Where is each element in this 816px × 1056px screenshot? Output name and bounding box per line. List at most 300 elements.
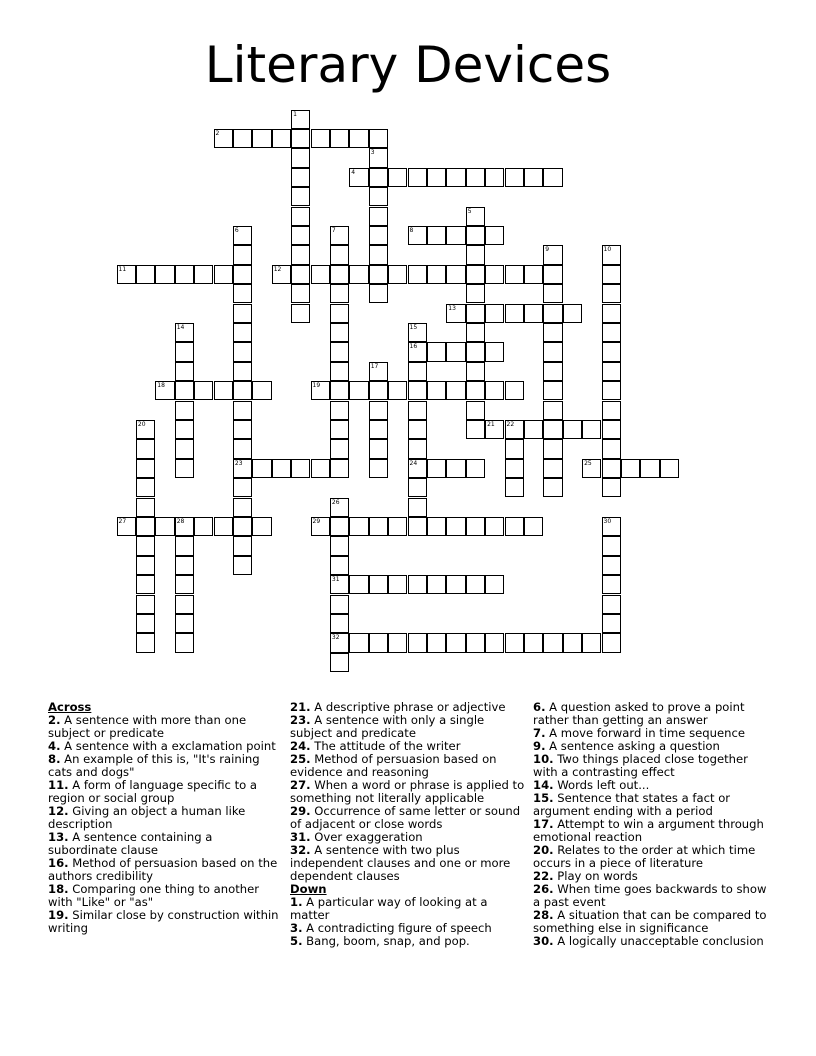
clue-text: Similar close by construction within writing xyxy=(48,908,279,935)
grid-cell[interactable] xyxy=(505,168,524,187)
grid-cell[interactable] xyxy=(175,536,194,555)
grid-cell[interactable] xyxy=(543,633,562,652)
grid-cell[interactable] xyxy=(175,342,194,361)
grid-cell[interactable] xyxy=(466,459,485,478)
grid-cell[interactable] xyxy=(602,284,621,303)
cell-number: 21 xyxy=(487,420,495,428)
grid-cell[interactable] xyxy=(543,304,562,323)
grid-cell[interactable] xyxy=(408,323,427,342)
grid-cell[interactable] xyxy=(427,342,446,361)
clue-text: Giving an object a human like description xyxy=(48,804,246,831)
clue-number: 1. xyxy=(290,895,303,909)
clues-column-1 xyxy=(48,701,280,935)
grid-cell[interactable] xyxy=(408,362,427,381)
grid-cell[interactable] xyxy=(291,284,310,303)
grid-cell[interactable] xyxy=(388,265,407,284)
grid-cell[interactable] xyxy=(408,381,427,400)
grid-cell[interactable] xyxy=(311,517,330,536)
grid-cell[interactable] xyxy=(563,633,582,652)
grid-cell[interactable] xyxy=(233,478,252,497)
grid-cell[interactable] xyxy=(136,420,155,439)
grid-cell[interactable] xyxy=(408,439,427,458)
grid-cell[interactable] xyxy=(330,517,349,536)
clue-text: A form of language specific to a region or social group xyxy=(48,778,258,805)
across-clue xyxy=(48,753,280,779)
grid-cell[interactable] xyxy=(427,168,446,187)
grid-cell[interactable] xyxy=(175,595,194,614)
grid-cell[interactable] xyxy=(136,595,155,614)
cell-number: 12 xyxy=(273,265,282,273)
grid-cell[interactable] xyxy=(505,517,524,536)
clue-number: 31. xyxy=(290,830,311,844)
grid-cell[interactable] xyxy=(330,614,349,633)
grid-cell[interactable] xyxy=(349,168,368,187)
grid-cell[interactable] xyxy=(117,517,136,536)
grid-cell[interactable] xyxy=(446,633,465,652)
grid-cell[interactable] xyxy=(252,517,271,536)
clue-text: A sentence with only a single subject and predicate xyxy=(290,713,485,740)
grid-cell[interactable] xyxy=(602,575,621,594)
grid-cell[interactable] xyxy=(524,304,543,323)
grid-cell[interactable] xyxy=(175,401,194,420)
grid-cell[interactable] xyxy=(427,226,446,245)
grid-cell[interactable] xyxy=(466,362,485,381)
grid-cell[interactable] xyxy=(233,129,252,148)
grid-cell[interactable] xyxy=(543,478,562,497)
grid-cell[interactable] xyxy=(543,362,562,381)
grid-cell[interactable] xyxy=(485,420,504,439)
grid-cell[interactable] xyxy=(175,323,194,342)
grid-cell[interactable] xyxy=(330,304,349,323)
grid-cell[interactable] xyxy=(155,517,174,536)
grid-cell[interactable] xyxy=(330,245,349,264)
grid-cell[interactable] xyxy=(543,342,562,361)
grid-cell[interactable] xyxy=(466,381,485,400)
grid-cell[interactable] xyxy=(349,381,368,400)
cell-number: 30 xyxy=(603,517,612,525)
grid-cell[interactable] xyxy=(291,129,310,148)
grid-cell[interactable] xyxy=(466,265,485,284)
grid-cell[interactable] xyxy=(136,265,155,284)
grid-cell[interactable] xyxy=(505,439,524,458)
grid-cell[interactable] xyxy=(582,633,601,652)
across-header: Across xyxy=(48,700,92,714)
grid-cell[interactable] xyxy=(543,245,562,264)
grid-cell[interactable] xyxy=(640,459,659,478)
grid-cell[interactable] xyxy=(408,168,427,187)
grid-cell[interactable] xyxy=(330,498,349,517)
grid-cell[interactable] xyxy=(214,129,233,148)
grid-cell[interactable] xyxy=(524,420,543,439)
grid-cell[interactable] xyxy=(602,459,621,478)
grid-cell[interactable] xyxy=(466,168,485,187)
grid-cell[interactable] xyxy=(485,342,504,361)
grid-cell[interactable] xyxy=(194,265,213,284)
grid-cell[interactable] xyxy=(602,536,621,555)
grid-cell[interactable] xyxy=(369,381,388,400)
grid-cell[interactable] xyxy=(136,575,155,594)
clue-text: The attitude of the writer xyxy=(310,739,461,753)
grid-cell[interactable] xyxy=(563,420,582,439)
grid-cell[interactable] xyxy=(408,401,427,420)
grid-cell[interactable] xyxy=(505,265,524,284)
grid-cell[interactable] xyxy=(427,265,446,284)
grid-cell[interactable] xyxy=(330,633,349,652)
grid-cell[interactable] xyxy=(446,342,465,361)
grid-cell[interactable] xyxy=(330,556,349,575)
clue-text: A particular way of looking at a matter xyxy=(290,895,488,922)
grid-cell[interactable] xyxy=(446,459,465,478)
grid-cell[interactable] xyxy=(602,517,621,536)
grid-cell[interactable] xyxy=(175,420,194,439)
grid-cell[interactable] xyxy=(466,304,485,323)
grid-cell[interactable] xyxy=(349,575,368,594)
grid-cell[interactable] xyxy=(427,575,446,594)
grid-cell[interactable] xyxy=(291,207,310,226)
grid-cell[interactable] xyxy=(602,420,621,439)
grid-cell[interactable] xyxy=(602,245,621,264)
grid-cell[interactable] xyxy=(466,420,485,439)
grid-cell[interactable] xyxy=(505,381,524,400)
grid-cell[interactable] xyxy=(369,284,388,303)
grid-cell[interactable] xyxy=(446,517,465,536)
grid-cell[interactable] xyxy=(543,439,562,458)
grid-cell[interactable] xyxy=(602,381,621,400)
grid-cell[interactable] xyxy=(602,556,621,575)
grid-cell[interactable] xyxy=(330,381,349,400)
cell-number: 32 xyxy=(331,634,340,642)
grid-cell[interactable] xyxy=(485,381,504,400)
grid-cell[interactable] xyxy=(233,323,252,342)
grid-cell[interactable] xyxy=(291,459,310,478)
grid-cell[interactable] xyxy=(349,265,368,284)
grid-cell[interactable] xyxy=(311,265,330,284)
grid-cell[interactable] xyxy=(175,556,194,575)
grid-cell[interactable] xyxy=(330,342,349,361)
grid-cell[interactable] xyxy=(466,633,485,652)
grid-cell[interactable] xyxy=(524,265,543,284)
grid-cell[interactable] xyxy=(524,633,543,652)
grid-cell[interactable] xyxy=(602,478,621,497)
grid-cell[interactable] xyxy=(582,420,601,439)
grid-cell[interactable] xyxy=(388,633,407,652)
grid-cell[interactable] xyxy=(369,207,388,226)
grid-cell[interactable] xyxy=(349,633,368,652)
grid-cell[interactable] xyxy=(505,478,524,497)
grid-cell[interactable] xyxy=(369,362,388,381)
grid-cell[interactable] xyxy=(408,265,427,284)
grid-cell[interactable] xyxy=(330,362,349,381)
grid-cell[interactable] xyxy=(291,187,310,206)
clue-text: Comparing one thing to another with "Like" or "as" xyxy=(48,882,259,909)
grid-cell[interactable] xyxy=(272,459,291,478)
grid-cell[interactable] xyxy=(408,498,427,517)
grid-cell[interactable] xyxy=(408,459,427,478)
clue-text: When time goes backwards to show a past event xyxy=(533,882,767,909)
grid-cell[interactable] xyxy=(117,265,136,284)
grid-cell[interactable] xyxy=(543,265,562,284)
grid-cell[interactable] xyxy=(252,129,271,148)
grid-cell[interactable] xyxy=(349,129,368,148)
grid-cell[interactable] xyxy=(369,129,388,148)
grid-cell[interactable] xyxy=(330,265,349,284)
grid-cell[interactable] xyxy=(369,187,388,206)
grid-cell[interactable] xyxy=(194,381,213,400)
grid-cell[interactable] xyxy=(233,517,252,536)
grid-cell[interactable] xyxy=(233,342,252,361)
grid-cell[interactable] xyxy=(330,575,349,594)
cell-number: 23 xyxy=(234,459,243,467)
grid-cell[interactable] xyxy=(175,362,194,381)
grid-cell[interactable] xyxy=(233,459,252,478)
grid-cell[interactable] xyxy=(252,459,271,478)
grid-cell[interactable] xyxy=(369,148,388,167)
grid-cell[interactable] xyxy=(252,381,271,400)
down-clue xyxy=(533,792,773,818)
grid-cell[interactable] xyxy=(505,420,524,439)
grid-cell[interactable] xyxy=(524,168,543,187)
grid-cell[interactable] xyxy=(291,226,310,245)
grid-cell[interactable] xyxy=(330,420,349,439)
grid-cell[interactable] xyxy=(446,168,465,187)
grid-cell[interactable] xyxy=(388,168,407,187)
grid-cell[interactable] xyxy=(485,575,504,594)
grid-cell[interactable] xyxy=(233,284,252,303)
grid-cell[interactable] xyxy=(136,459,155,478)
down-clues-part-1 xyxy=(290,896,526,948)
grid-cell[interactable] xyxy=(175,439,194,458)
grid-cell[interactable] xyxy=(272,265,291,284)
grid-cell[interactable] xyxy=(466,575,485,594)
grid-cell[interactable] xyxy=(466,245,485,264)
grid-cell[interactable] xyxy=(621,459,640,478)
grid-cell[interactable] xyxy=(408,342,427,361)
grid-cell[interactable] xyxy=(291,148,310,167)
grid-cell[interactable] xyxy=(330,129,349,148)
cell-number: 11 xyxy=(118,265,127,273)
grid-cell[interactable] xyxy=(136,556,155,575)
grid-cell[interactable] xyxy=(330,595,349,614)
grid-cell[interactable] xyxy=(136,614,155,633)
grid-cell[interactable] xyxy=(369,517,388,536)
grid-cell[interactable] xyxy=(155,381,174,400)
grid-cell[interactable] xyxy=(427,381,446,400)
grid-cell[interactable] xyxy=(466,342,485,361)
grid-cell[interactable] xyxy=(233,265,252,284)
grid-cell[interactable] xyxy=(408,420,427,439)
grid-cell[interactable] xyxy=(446,381,465,400)
grid-cell[interactable] xyxy=(291,265,310,284)
grid-cell[interactable] xyxy=(330,401,349,420)
grid-cell[interactable] xyxy=(466,226,485,245)
grid-cell[interactable] xyxy=(446,226,465,245)
grid-cell[interactable] xyxy=(543,401,562,420)
grid-cell[interactable] xyxy=(408,226,427,245)
grid-cell[interactable] xyxy=(330,284,349,303)
grid-cell[interactable] xyxy=(136,498,155,517)
grid-cell[interactable] xyxy=(388,517,407,536)
grid-cell[interactable] xyxy=(175,575,194,594)
grid-cell[interactable] xyxy=(408,575,427,594)
grid-cell[interactable] xyxy=(466,517,485,536)
grid-cell[interactable] xyxy=(602,342,621,361)
grid-cell[interactable] xyxy=(408,478,427,497)
grid-cell[interactable] xyxy=(233,556,252,575)
grid-cell[interactable] xyxy=(427,459,446,478)
grid-cell[interactable] xyxy=(175,614,194,633)
grid-cell[interactable] xyxy=(136,439,155,458)
cell-number: 2 xyxy=(215,129,220,137)
grid-cell[interactable] xyxy=(330,439,349,458)
grid-cell[interactable] xyxy=(369,459,388,478)
across-clue xyxy=(290,779,526,805)
grid-cell[interactable] xyxy=(136,633,155,652)
clues-column-3 xyxy=(533,701,773,948)
grid-cell[interactable] xyxy=(446,304,465,323)
grid-cell[interactable] xyxy=(563,304,582,323)
grid-cell[interactable] xyxy=(214,265,233,284)
grid-cell[interactable] xyxy=(369,226,388,245)
grid-cell[interactable] xyxy=(175,265,194,284)
grid-cell[interactable] xyxy=(602,633,621,652)
grid-cell[interactable] xyxy=(272,129,291,148)
grid-cell[interactable] xyxy=(427,517,446,536)
grid-cell[interactable] xyxy=(311,129,330,148)
grid-cell[interactable] xyxy=(485,226,504,245)
grid-cell[interactable] xyxy=(485,517,504,536)
grid-cell[interactable] xyxy=(602,323,621,342)
grid-cell[interactable] xyxy=(408,633,427,652)
grid-cell[interactable] xyxy=(388,381,407,400)
grid-cell[interactable] xyxy=(602,614,621,633)
grid-cell[interactable] xyxy=(485,633,504,652)
grid-cell[interactable] xyxy=(602,362,621,381)
grid-cell[interactable] xyxy=(388,575,407,594)
grid-cell[interactable] xyxy=(330,226,349,245)
puzzle-title: Literary Devices xyxy=(204,36,612,94)
grid-cell[interactable] xyxy=(311,381,330,400)
down-clue xyxy=(290,896,526,922)
clue-text: An example of this is, "It's raining cats and dogs" xyxy=(48,752,260,779)
down-header: Down xyxy=(290,882,327,896)
grid-cell[interactable] xyxy=(175,459,194,478)
grid-cell[interactable] xyxy=(194,517,213,536)
grid-cell[interactable] xyxy=(175,381,194,400)
grid-cell[interactable] xyxy=(136,517,155,536)
clue-text: Method of persuasion based on evidence and reasoning xyxy=(290,752,497,779)
grid-cell[interactable] xyxy=(369,633,388,652)
grid-cell[interactable] xyxy=(505,304,524,323)
grid-cell[interactable] xyxy=(543,459,562,478)
grid-cell[interactable] xyxy=(175,633,194,652)
grid-cell[interactable] xyxy=(543,381,562,400)
grid-cell[interactable] xyxy=(233,401,252,420)
grid-cell[interactable] xyxy=(485,265,504,284)
clue-text: A sentence with a exclamation point xyxy=(60,739,276,753)
across-clue xyxy=(48,857,280,883)
grid-cell[interactable] xyxy=(543,284,562,303)
grid-cell[interactable] xyxy=(602,304,621,323)
grid-cell[interactable] xyxy=(233,536,252,555)
grid-cell[interactable] xyxy=(233,226,252,245)
grid-cell[interactable] xyxy=(660,459,679,478)
grid-cell[interactable] xyxy=(175,517,194,536)
grid-cell[interactable] xyxy=(311,459,330,478)
grid-cell[interactable] xyxy=(233,304,252,323)
grid-cell[interactable] xyxy=(233,498,252,517)
grid-cell[interactable] xyxy=(485,304,504,323)
grid-cell[interactable] xyxy=(543,420,562,439)
grid-cell[interactable] xyxy=(369,245,388,264)
grid-cell[interactable] xyxy=(349,517,368,536)
clue-text: A sentence asking a question xyxy=(545,739,720,753)
grid-cell[interactable] xyxy=(291,110,310,129)
grid-cell[interactable] xyxy=(446,575,465,594)
grid-cell[interactable] xyxy=(466,284,485,303)
clue-number: 23. xyxy=(290,713,311,727)
grid-cell[interactable] xyxy=(524,517,543,536)
grid-cell[interactable] xyxy=(485,168,504,187)
grid-cell[interactable] xyxy=(291,168,310,187)
grid-cell[interactable] xyxy=(155,265,174,284)
grid-cell[interactable] xyxy=(602,595,621,614)
grid-cell[interactable] xyxy=(330,653,349,672)
grid-cell[interactable] xyxy=(466,207,485,226)
grid-cell[interactable] xyxy=(233,439,252,458)
grid-cell[interactable] xyxy=(233,381,252,400)
grid-cell[interactable] xyxy=(233,362,252,381)
grid-cell[interactable] xyxy=(369,420,388,439)
grid-cell[interactable] xyxy=(369,439,388,458)
grid-cell[interactable] xyxy=(291,245,310,264)
grid-cell[interactable] xyxy=(466,323,485,342)
grid-cell[interactable] xyxy=(466,401,485,420)
grid-cell[interactable] xyxy=(330,459,349,478)
grid-cell[interactable] xyxy=(369,265,388,284)
grid-cell[interactable] xyxy=(330,323,349,342)
grid-cell[interactable] xyxy=(408,517,427,536)
cell-number: 4 xyxy=(351,168,356,176)
grid-cell[interactable] xyxy=(602,439,621,458)
cell-number: 29 xyxy=(312,517,321,525)
clue-text: Attempt to win a argument through emotional reaction xyxy=(533,817,764,844)
clue-number: 12. xyxy=(48,804,69,818)
grid-cell[interactable] xyxy=(543,323,562,342)
grid-cell[interactable] xyxy=(427,633,446,652)
grid-cell[interactable] xyxy=(233,245,252,264)
grid-cell[interactable] xyxy=(369,401,388,420)
grid-cell[interactable] xyxy=(369,168,388,187)
grid-cell[interactable] xyxy=(214,381,233,400)
clue-number: 29. xyxy=(290,804,311,818)
grid-cell[interactable] xyxy=(330,536,349,555)
grid-cell[interactable] xyxy=(369,575,388,594)
cell-number: 16 xyxy=(409,343,418,351)
grid-cell[interactable] xyxy=(505,633,524,652)
grid-cell[interactable] xyxy=(543,168,562,187)
grid-cell[interactable] xyxy=(505,459,524,478)
grid-cell[interactable] xyxy=(602,401,621,420)
grid-cell[interactable] xyxy=(446,265,465,284)
across-clue xyxy=(48,831,280,857)
grid-cell[interactable] xyxy=(136,536,155,555)
grid-cell[interactable] xyxy=(136,478,155,497)
grid-cell[interactable] xyxy=(214,517,233,536)
grid-cell[interactable] xyxy=(602,265,621,284)
grid-cell[interactable] xyxy=(582,459,601,478)
grid-cell[interactable] xyxy=(233,420,252,439)
grid-cell[interactable] xyxy=(291,304,310,323)
